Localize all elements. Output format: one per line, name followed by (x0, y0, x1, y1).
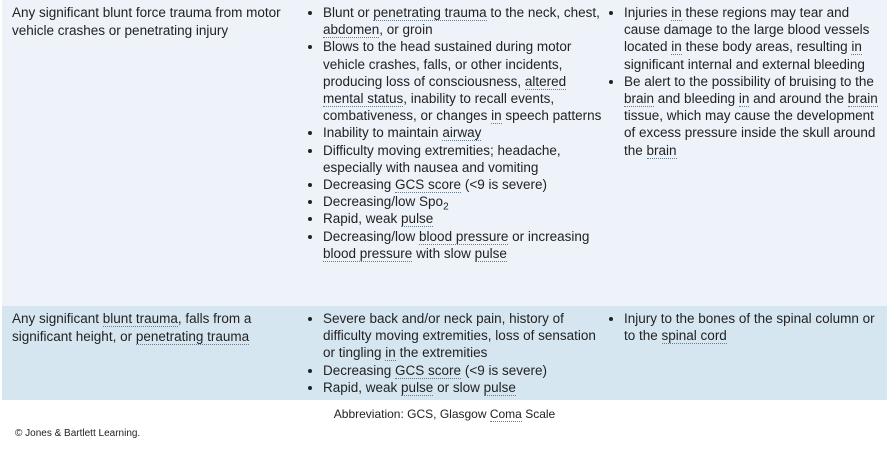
glossary-term-link[interactable]: spinal cord (661, 328, 727, 344)
glossary-term-link[interactable]: blood pressure (419, 228, 509, 244)
text-run: the extremities (395, 345, 488, 361)
list-item (323, 142, 603, 176)
text-run: Decreasing (323, 362, 396, 378)
glossary-term-link[interactable]: brain (847, 91, 878, 107)
notes-list (603, 4, 879, 159)
signs-list (302, 310, 603, 396)
list-item (323, 310, 603, 362)
text-run: Severe back and/or neck pain, history of difficulty moving extremities, loss of sensation or tingling (323, 311, 596, 361)
glossary-term-link[interactable]: GCS score (395, 177, 462, 193)
glossary-term-link[interactable]: pulse (401, 379, 434, 395)
glossary-term-link[interactable]: abdomen (323, 22, 380, 38)
text-run: Difficulty moving extremities; headache, especially with nausea and vomiting (323, 142, 561, 175)
text-run: Any significant (12, 311, 103, 326)
list-item (323, 228, 603, 262)
signs-cell (302, 0, 603, 306)
text-run: Injuries (624, 5, 672, 20)
text-run: Decreasing/low (323, 228, 420, 244)
text-run: Scale (521, 407, 556, 421)
glossary-term-link[interactable]: in (851, 39, 862, 55)
text-run: Be alert to the possibility of bruising to the (624, 73, 874, 89)
text-run: speech patterns (501, 108, 602, 124)
notes-list (603, 310, 879, 344)
glossary-term-link[interactable]: pulse (483, 379, 516, 395)
mechanism-cell (2, 306, 302, 400)
list-item (323, 124, 603, 141)
list-item (323, 38, 603, 124)
text-run: , falls from a significant height, or (12, 311, 252, 344)
list-item (624, 310, 879, 344)
text-run: Rapid, weak (323, 379, 402, 395)
text-run: (<9 is severe) (461, 177, 547, 193)
text-run: to the neck, chest, (486, 5, 600, 20)
text-run: Blunt or (323, 5, 374, 20)
list-item (323, 193, 603, 213)
trauma-table (2, 0, 887, 400)
text-run: significant internal and external bleeding (624, 56, 865, 72)
list-item (624, 4, 879, 73)
notes-cell (603, 306, 887, 400)
glossary-term-link[interactable]: in (671, 5, 682, 20)
list-item (323, 176, 603, 193)
glossary-term-link[interactable]: blood pressure (323, 245, 413, 261)
glossary-term-link[interactable]: Coma (489, 407, 522, 421)
list-item (323, 362, 603, 379)
text-run: Injury to the bones of the spinal column or to the (624, 311, 875, 344)
text-run: , inability to recall events, combativeness, or changes (323, 91, 555, 124)
glossary-term-link[interactable]: in (491, 108, 502, 124)
text-run: (<9 is severe) (461, 362, 547, 378)
glossary-term-link[interactable]: in (738, 91, 750, 107)
text-run: Rapid, weak (323, 211, 402, 227)
glossary-term-link[interactable]: brain (624, 91, 655, 107)
mechanism-cell: Any significant blunt force trauma from motor vehicle crashes or penetrating injury (12, 5, 281, 38)
text-run: Inability to maintain (323, 125, 443, 141)
notes-cell (603, 0, 887, 306)
table-row (2, 306, 887, 400)
signs-list (302, 4, 603, 262)
text-run: Blows to the head sustained during motor vehicle crashes, falls, or other incidents, producing loss of consciousness, (323, 39, 572, 89)
glossary-term-link[interactable]: in (671, 39, 682, 55)
list-item (323, 210, 603, 227)
text-run: tissue, which may cause the development of excess pressure inside the skull around the (624, 108, 876, 158)
list-item (323, 4, 603, 38)
text-run: Abbreviation: GCS, Glasgow (333, 407, 490, 421)
list-item (323, 379, 603, 396)
glossary-term-link[interactable]: penetrating trauma (135, 328, 250, 344)
text-run: or slow (433, 379, 484, 395)
text-run: Decreasing (323, 177, 396, 193)
text-run: with slow (412, 245, 475, 261)
glossary-term-link[interactable]: penetrating trauma (373, 5, 487, 20)
glossary-term-link[interactable]: blunt trauma (102, 311, 178, 326)
table-caption (0, 407, 889, 421)
text-run: Decreasing/low Spo (323, 194, 444, 210)
list-item (624, 73, 879, 159)
text-run: these regions may tear and cause damage to the large blood vessels located (624, 5, 870, 55)
table-row (2, 0, 887, 306)
glossary-term-link[interactable]: pulse (401, 211, 434, 227)
glossary-term-link[interactable]: pulse (474, 245, 507, 261)
text-run: and around the (749, 91, 848, 107)
text-run: or increasing (508, 228, 590, 244)
copyright-credit: © Jones & Bartlett Learning. (15, 428, 141, 439)
subscript: 2 (443, 201, 449, 213)
text-run: and bleeding (654, 91, 739, 107)
glossary-term-link[interactable]: airway (442, 125, 482, 141)
signs-cell (302, 306, 603, 400)
text-run: , or groin (379, 22, 433, 38)
glossary-term-link[interactable]: GCS score (395, 362, 462, 378)
glossary-term-link[interactable]: brain (646, 142, 677, 158)
glossary-term-link[interactable]: altered mental status (323, 73, 567, 107)
text-run: these body areas, resulting (681, 39, 852, 55)
glossary-term-link[interactable]: in (385, 345, 396, 361)
